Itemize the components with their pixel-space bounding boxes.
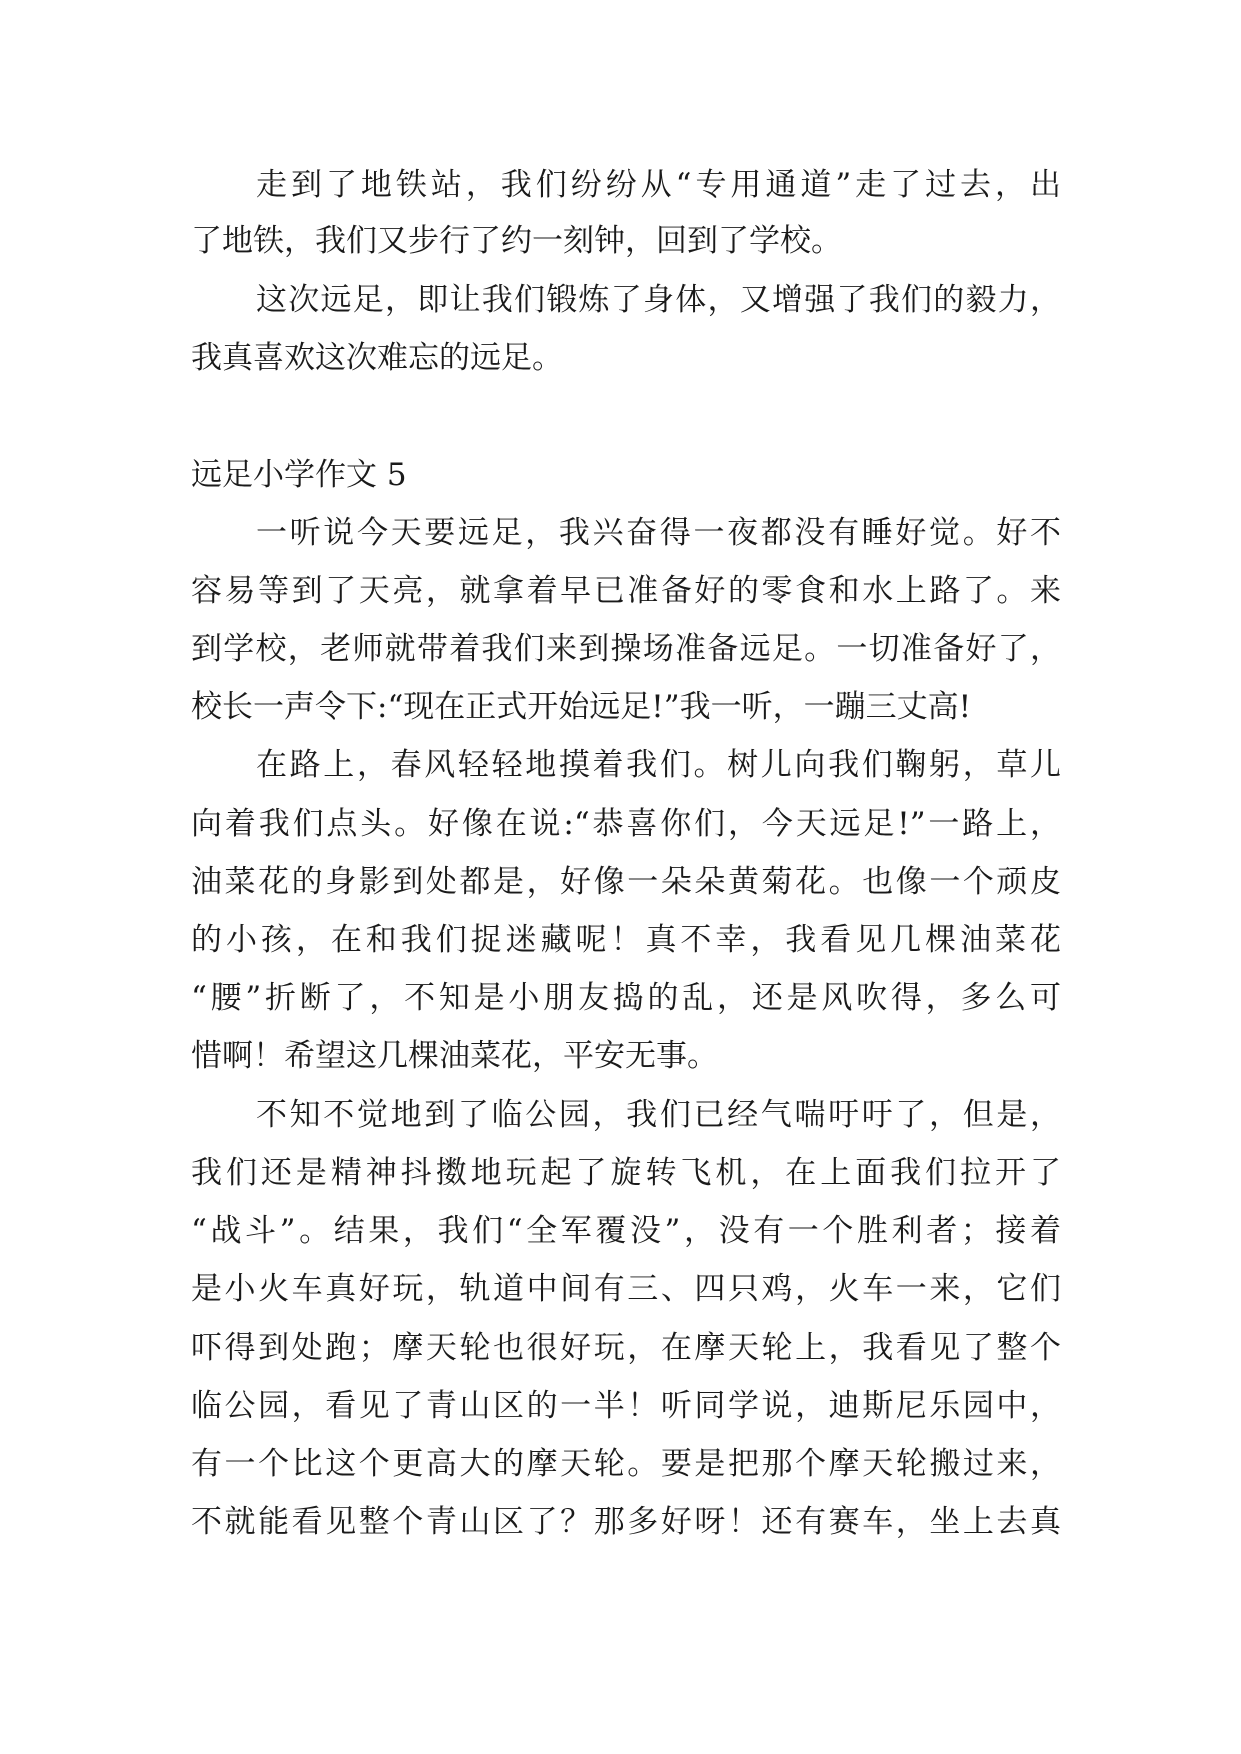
paragraph-line: 走到了地铁站，我们纷纷从“专用通道”走了过去，出 (256, 167, 1061, 203)
paragraph-line: 的小孩，在和我们捉迷藏呢！真不幸，我看见几棵油菜花 (191, 922, 1061, 958)
paragraph-line: 临公园，看见了青山区的一半！听同学说，迪斯尼乐园中， (191, 1388, 1061, 1424)
paragraph-line: 不知不觉地到了临公园，我们已经气喘吁吁了，但是， (256, 1097, 1061, 1133)
paragraph-line: 我们还是精神抖擞地玩起了旋转飞机，在上面我们拉开了 (191, 1155, 1061, 1191)
paragraph-line: 了地铁，我们又步行了约一刻钟，回到了学校。 (191, 223, 842, 259)
paragraph-line: 容易等到了天亮，就拿着早已准备好的零食和水上路了。来 (191, 573, 1061, 609)
paragraph-line: 到学校，老师就带着我们来到操场准备远足。一切准备好了， (191, 631, 1061, 667)
paragraph-line: 这次远足，即让我们锻炼了身体，又增强了我们的毅力， (256, 282, 1061, 318)
paragraph-line: “战斗”。结果，我们“全军覆没”，没有一个胜利者；接着 (191, 1213, 1061, 1249)
paragraph-line: 有一个比这个更高大的摩天轮。要是把那个摩天轮搬过来， (191, 1446, 1061, 1482)
paragraph-line: 校长一声令下:“现在正式开始远足!”我一听，一蹦三丈高! (191, 689, 972, 725)
section-heading: 远足小学作文 5 (191, 457, 407, 493)
paragraph-line: 是小火车真好玩，轨道中间有三、四只鸡，火车一来，它们 (191, 1271, 1061, 1307)
paragraph-line: 油菜花的身影到处都是，好像一朵朵黄菊花。也像一个顽皮 (191, 864, 1061, 900)
paragraph-line: 吓得到处跑；摩天轮也很好玩，在摩天轮上，我看见了整个 (191, 1330, 1061, 1366)
paragraph-line: “腰”折断了，不知是小朋友捣的乱，还是风吹得，多么可 (191, 980, 1061, 1016)
paragraph-line: 一听说今天要远足，我兴奋得一夜都没有睡好觉。好不 (256, 515, 1061, 551)
paragraph-line: 在路上，春风轻轻地摸着我们。树儿向我们鞠躬，草儿 (256, 747, 1061, 783)
paragraph-line: 向着我们点头。好像在说:“恭喜你们，今天远足!”一路上， (191, 806, 1061, 842)
paragraph-line: 惜啊！希望这几棵油菜花，平安无事。 (191, 1038, 718, 1074)
paragraph-line: 我真喜欢这次难忘的远足。 (191, 340, 563, 376)
paragraph-line: 不就能看见整个青山区了？那多好呀！还有赛车，坐上去真 (191, 1504, 1061, 1540)
